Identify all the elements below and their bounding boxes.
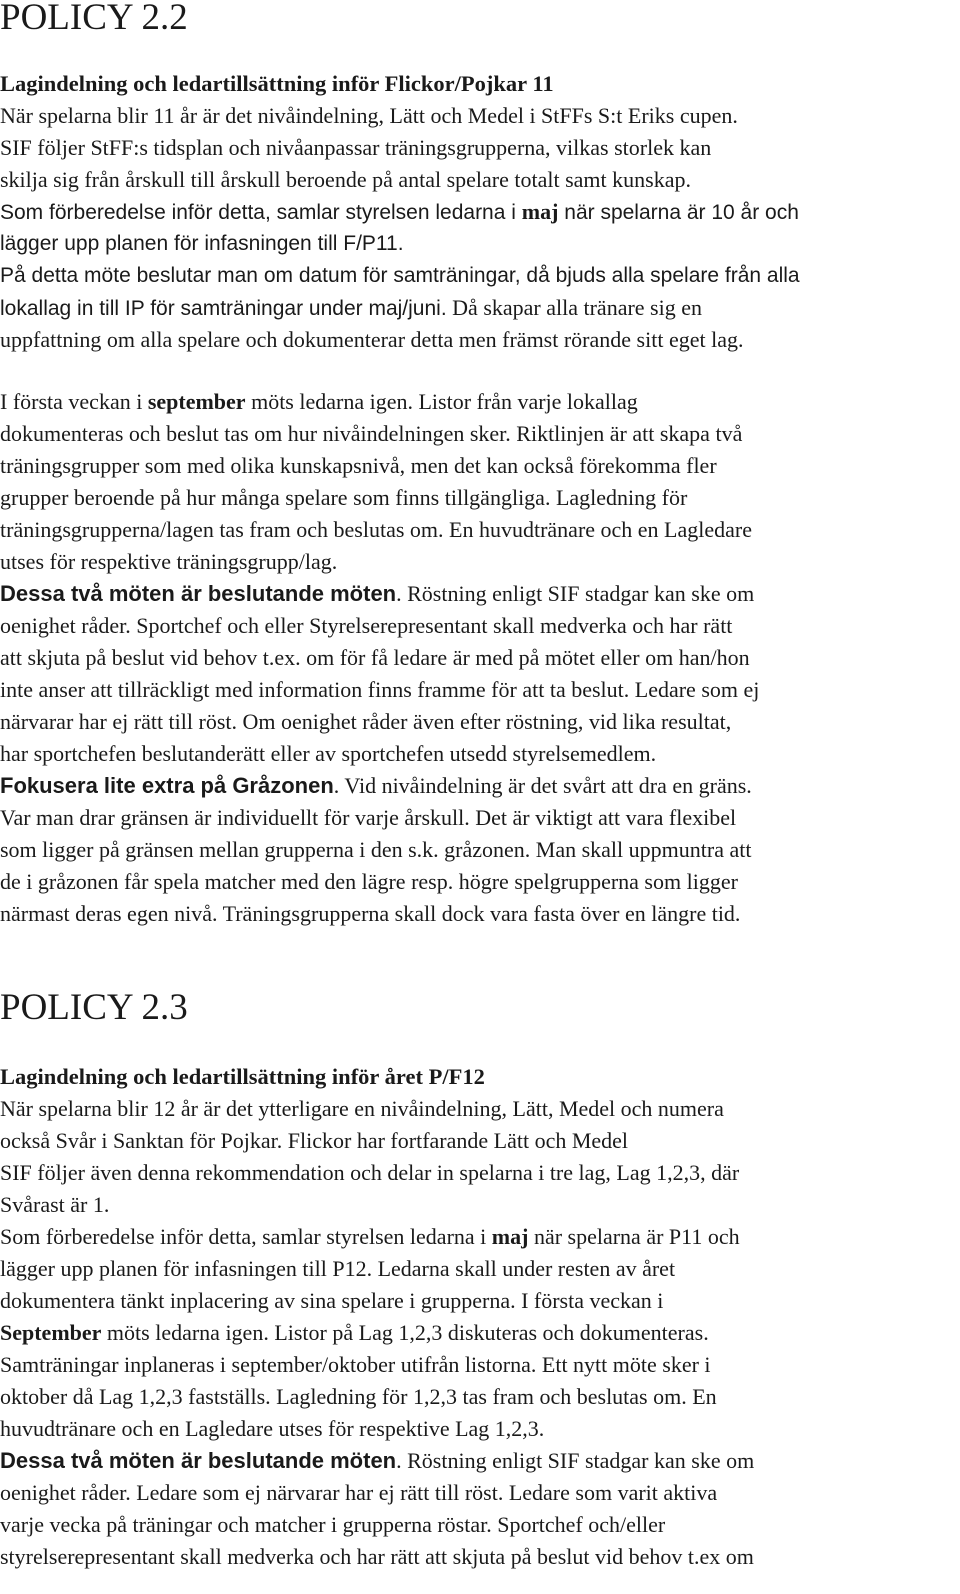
body-line: Var man drar gränsen är individuellt för varje årskull. Det är viktigt att vara flexibel <box>0 805 737 830</box>
body-text: . Röstning enligt SIF stadgar kan ske om <box>396 581 755 606</box>
body-line: inte anser att tillräckligt med information finns framme för att ta beslut. Ledare som ej <box>0 677 760 702</box>
body-line: På detta möte beslutar man om datum för samträningar, då bjuds alla spelare från alla <box>0 264 800 287</box>
body-line: dokumenteras och beslut tas om hur nivåindelningen sker. Riktlinjen är att skapa två <box>0 421 743 446</box>
emphasis-text: Fokusera lite extra på Gråzonen <box>0 773 334 798</box>
body-text: möts ledarna igen. Listor från varje lokallag <box>251 389 638 414</box>
body-text: möts ledarna igen. Listor på Lag 1,2,3 diskuteras och dokumenteras. <box>106 1320 709 1345</box>
body-line: SIF följer även denna rekommendation och delar in spelarna i tre lag, Lag 1,2,3, där <box>0 1160 740 1185</box>
emphasis-text: Dessa två möten är beslutande möten <box>0 581 397 606</box>
body-text: när spelarna är 10 år och <box>564 201 799 224</box>
policy-heading: POLICY 2.3 <box>0 987 188 1028</box>
body-line: träningsgrupper som med olika kunskapsnivå, men det kan också förekomma fler <box>0 453 717 478</box>
body-line: närmast deras egen nivå. Träningsgrupperna skall dock vara fasta över en längre tid. <box>0 901 741 926</box>
body-line: Svårast är 1. <box>0 1192 110 1217</box>
body-line: lägger upp planen för infasningen till P12. Ledarna skall under resten av året <box>0 1256 676 1281</box>
body-line: lägger upp planen för infasningen till F/P11. <box>0 232 404 255</box>
body-line: att skjuta på beslut vid behov t.ex. om för få ledare är med på mötet eller om han/hon <box>0 645 750 670</box>
policy-body <box>0 1093 960 1573</box>
body-line: träningsgrupperna/lagen tas fram och beslutas om. En huvudtränare och en Lagledare <box>0 517 752 542</box>
body-line: oktober då Lag 1,2,3 fastställs. Lagledning för 1,2,3 tas fram och beslutas om. En <box>0 1384 717 1409</box>
body-text: lokallag in till IP för samträningar under maj/juni. <box>0 297 447 320</box>
policy-subheading: Lagindelning och ledartillsättning inför året P/F12 <box>0 1064 485 1089</box>
body-line: oenighet råder. Ledare som ej närvarar har ej rätt till röst. Ledare som varit aktiva <box>0 1480 718 1505</box>
policy-subheading: Lagindelning och ledartillsättning inför Flickor/Pojkar 11 <box>0 71 554 96</box>
body-line: grupper beroende på hur många spelare som finns tillgängliga. Lagledning för <box>0 485 688 510</box>
body-line: När spelarna blir 11 år är det nivåindelning, Lätt och Medel i StFFs S:t Eriks cupen. <box>0 103 738 128</box>
policy-body <box>0 100 960 356</box>
body-line: dokumentera tänkt inplacering av sina spelare i grupperna. I första veckan i <box>0 1288 664 1313</box>
body-line: de i gråzonen får spela matcher med den lägre resp. högre spelgrupperna som ligger <box>0 869 738 894</box>
body-line: När spelarna blir 12 år är det ytterligare en nivåindelning, Lätt, Medel och numera <box>0 1096 724 1121</box>
policy-heading: POLICY 2.2 <box>0 0 188 38</box>
body-text: Som förberedelse inför detta, samlar styrelsen ledarna i <box>0 1224 487 1249</box>
body-text: I första veckan i <box>0 389 143 414</box>
emphasis-month: maj <box>521 199 559 224</box>
body-line: styrelserepresentant skall medverka och har rätt att skjuta på beslut vid behov t.ex om <box>0 1544 754 1569</box>
emphasis-month: maj <box>491 1224 529 1249</box>
body-line: oenighet råder. Sportchef och eller Styrelserepresentant skall medverka och har rätt <box>0 613 733 638</box>
body-line: Samträningar inplaneras i september/oktober utifrån listorna. Ett nytt möte sker i <box>0 1352 711 1377</box>
body-line: närvarar har ej rätt till röst. Om oenighet råder även efter röstning, vid lika resultat, <box>0 709 732 734</box>
body-text: . Röstning enligt SIF stadgar kan ske om <box>396 1448 755 1473</box>
body-text: Som förberedelse inför detta, samlar styrelsen ledarna i <box>0 201 516 224</box>
body-text: när spelarna är P11 och <box>533 1224 740 1249</box>
emphasis-month: september <box>147 389 246 414</box>
body-line <box>0 1221 960 1253</box>
emphasis-month: September <box>0 1320 102 1345</box>
body-line: som ligger på gränsen mellan grupperna i den s.k. gråzonen. Man skall uppmuntra att <box>0 837 752 862</box>
emphasis-text: Dessa två möten är beslutande möten <box>0 1448 397 1473</box>
body-text: Då skapar alla tränare sig en <box>452 295 702 320</box>
policy-body <box>0 386 960 930</box>
body-line <box>0 1317 960 1349</box>
body-line: skilja sig från årskull till årskull beroende på antal spelare totalt samt kunskap. <box>0 167 691 192</box>
body-line: varje vecka på träningar och matcher i grupperna röstar. Sportchef och/eller <box>0 1512 666 1537</box>
body-line: utses för respektive träningsgrupp/lag. <box>0 549 338 574</box>
body-line: också Svår i Sanktan för Pojkar. Flickor har fortfarande Lätt och Medel <box>0 1128 629 1153</box>
body-line: har sportchefen beslutanderätt eller av sportchefen utsedd styrelsemedlem. <box>0 741 657 766</box>
body-text: . Vid nivåindelning är det svårt att dra en gräns. <box>333 773 752 798</box>
body-line <box>0 1445 960 1477</box>
body-line: SIF följer StFF:s tidsplan och nivåanpassar träningsgrupperna, vilkas storlek kan <box>0 135 712 160</box>
body-line: huvudtränare och en Lagledare utses för respektive Lag 1,2,3. <box>0 1416 545 1441</box>
body-line: uppfattning om alla spelare och dokumenterar detta men främst rörande sitt eget lag. <box>0 327 744 352</box>
body-line <box>0 196 960 228</box>
body-line <box>0 578 960 610</box>
body-line <box>0 292 960 324</box>
body-line <box>0 386 960 418</box>
body-line <box>0 770 960 802</box>
